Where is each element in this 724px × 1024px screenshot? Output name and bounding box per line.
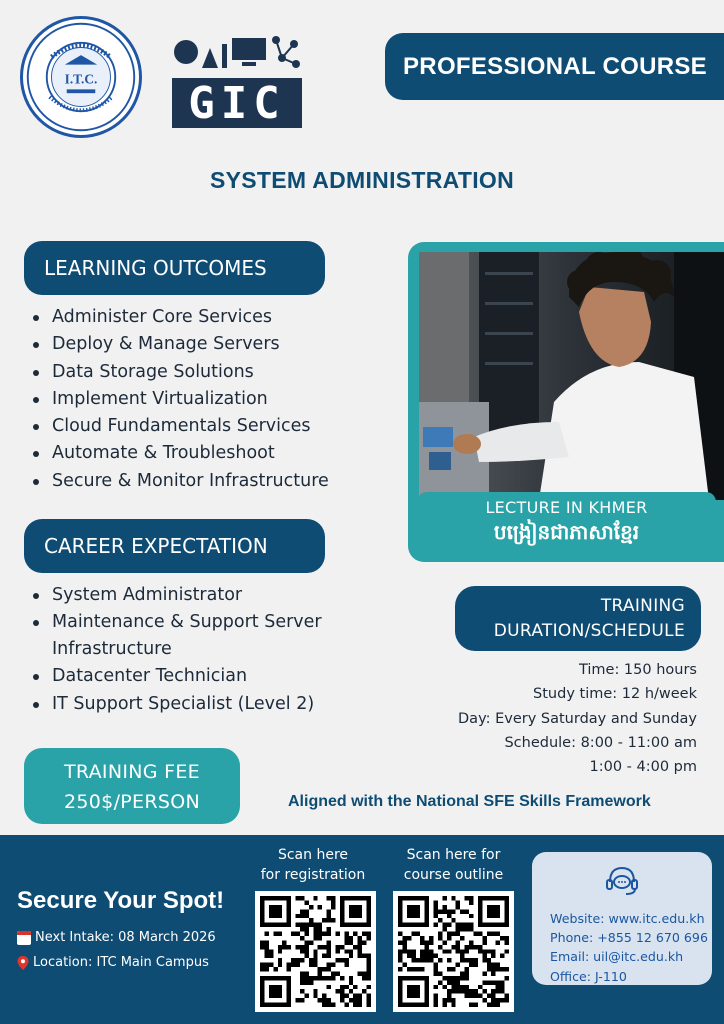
schedule-morning: Schedule: 8:00 - 11:00 am [504, 734, 697, 751]
scan-registration-line2: for registration [260, 867, 366, 883]
gic-text: GIC [188, 78, 286, 128]
course-title: SYSTEM ADMINISTRATION [209, 167, 515, 193]
list-item: Data Storage Solutions [24, 359, 354, 386]
learning-outcomes-list [24, 304, 354, 495]
scan-outline-label [396, 845, 511, 885]
next-intake-text: Next Intake: 08 March 2026 [35, 930, 216, 945]
secure-your-spot-heading: Secure Your Spot! [17, 887, 225, 914]
office-location: Office: J-110 [550, 968, 627, 984]
lecture-khmer-text: បង្រៀនជាភាសាខ្មែរ [493, 520, 640, 544]
location-text: Location: ITC Main Campus [33, 955, 209, 970]
total-time: Time: 150 hours [578, 662, 697, 678]
fee-label: TRAINING FEE [64, 761, 200, 783]
schedule-afternoon: 1:00 - 4:00 pm [589, 759, 697, 776]
scan-outline-line1: Scan here for [406, 847, 501, 863]
career-expectation-list [24, 582, 354, 718]
student-server-photo [419, 252, 724, 500]
career-expectation-heading: CAREER EXPECTATION [24, 519, 325, 573]
list-item: Implement Virtualization [24, 386, 354, 413]
location [17, 955, 209, 970]
itc-abbrev: I.T.C. [64, 71, 98, 87]
schedule-details [420, 658, 697, 779]
list-item: Maintenance & Support Server Infrastructure [24, 609, 354, 663]
list-item: Secure & Monitor Infrastructure [24, 468, 354, 495]
website-link[interactable]: Website: www.itc.edu.kh [550, 911, 705, 926]
professional-course-badge: PROFESSIONAL COURSE [385, 33, 724, 100]
list-item: IT Support Specialist (Level 2) [24, 691, 354, 718]
list-item: Deploy & Manage Servers [24, 331, 354, 358]
headset-chat-icon [604, 864, 640, 898]
lecture-language-box [417, 492, 716, 553]
registration-qr-code[interactable] [255, 891, 376, 1012]
list-item: Automate & Troubleshoot [24, 440, 354, 467]
study-time: Study time: 12 h/week [533, 686, 697, 703]
list-item: Administer Core Services [24, 304, 354, 331]
lecture-in-khmer-label: LECTURE IN KHMER [485, 498, 648, 517]
gic-logo [172, 30, 302, 128]
list-item: Datacenter Technician [24, 663, 354, 690]
scan-registration-label [253, 845, 373, 885]
calendar-icon [17, 931, 31, 945]
learning-outcomes-heading: LEARNING OUTCOMES [24, 241, 325, 295]
next-intake [17, 930, 216, 945]
scan-outline-line2: course outline [403, 867, 504, 883]
fee-value: 250$/PERSON [64, 791, 200, 813]
itc-logo [20, 16, 142, 138]
framework-alignment-note: Aligned with the National SFE Skills Framework [288, 793, 651, 810]
phone-number[interactable]: Phone: +855 12 670 696 [550, 930, 708, 946]
location-pin-icon [17, 956, 29, 970]
course-outline-qr-code[interactable] [393, 891, 514, 1012]
list-item: System Administrator [24, 582, 354, 609]
contact-card [532, 852, 712, 985]
email-link[interactable]: Email: uil@itc.edu.kh [550, 949, 684, 965]
contact-details [550, 909, 708, 986]
training-heading-line1: TRAINING [600, 596, 685, 616]
training-days: Day: Every Saturday and Sunday [458, 710, 697, 727]
training-fee-badge [24, 748, 240, 824]
training-heading-line2: DURATION/SCHEDULE [493, 621, 685, 641]
scan-registration-line1: Scan here [277, 847, 349, 863]
list-item: Cloud Fundamentals Services [24, 413, 354, 440]
training-duration-heading [455, 586, 701, 651]
